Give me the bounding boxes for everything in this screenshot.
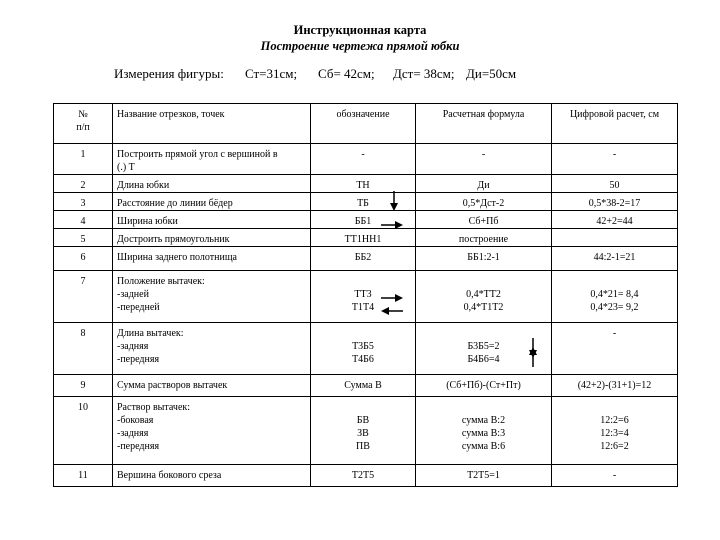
- cell-content: [311, 271, 415, 314]
- cell-content: [117, 375, 310, 392]
- cell-formula: [416, 323, 552, 375]
- cell-formula: [416, 193, 552, 211]
- cell-content: [117, 175, 310, 192]
- down-arrow-icon: [389, 191, 399, 211]
- cell-content: [54, 144, 112, 161]
- cell-content: [416, 144, 551, 161]
- row-number: 5: [80, 234, 86, 245]
- cell-formula: [416, 247, 552, 271]
- cell-line: ТН: [356, 180, 370, 191]
- cell-line: построение: [458, 234, 509, 245]
- cell-content: [416, 323, 551, 366]
- cell-formula: [416, 465, 552, 487]
- cell-line: -передняя: [117, 441, 160, 452]
- table-row: [54, 229, 678, 247]
- cell-line: -передняя: [117, 354, 160, 365]
- cell-line: 12:2=6: [600, 415, 629, 426]
- cell-num: [54, 271, 113, 323]
- cell-num: [54, 211, 113, 229]
- cell-line: 42+2=44: [596, 216, 633, 227]
- cell-line: 0,4*Т1Т2: [463, 302, 504, 313]
- table-row: [54, 375, 678, 397]
- cell-line: -задняя: [117, 428, 149, 439]
- cell-name: [113, 211, 311, 229]
- cell-num: [54, 175, 113, 193]
- cell-line: БВ: [356, 415, 370, 426]
- cell-content: [416, 211, 551, 228]
- cell-line: Положение вытачек:: [117, 276, 205, 287]
- cell-line: -задней: [117, 289, 149, 300]
- cell-name: [113, 193, 311, 211]
- cell-content: [54, 323, 112, 340]
- cell-content: [117, 397, 310, 453]
- measurement-di: Ди=50см: [466, 66, 517, 81]
- cell-content: [311, 144, 415, 161]
- row-number: 9: [80, 380, 86, 391]
- cell-calc: [552, 465, 678, 487]
- row-number: 3: [80, 198, 86, 209]
- page-title: Инструкционная карта: [293, 23, 427, 37]
- cell-name: [113, 271, 311, 323]
- cell-line: -: [612, 149, 617, 160]
- cell-line: Расстояние до линии бёдер: [117, 198, 233, 209]
- cell-content: [311, 229, 415, 246]
- up-arrow-icon: [528, 347, 538, 367]
- cell-calc: [552, 211, 678, 229]
- column-header-num-text: [54, 104, 112, 134]
- cell-calc: [552, 144, 678, 175]
- cell-line: Сумма растворов вытачек: [117, 380, 228, 391]
- cell-designation: [311, 247, 416, 271]
- cell-content: [117, 193, 310, 210]
- cell-content: [552, 144, 677, 161]
- row-number: 2: [80, 180, 86, 191]
- cell-content: [552, 271, 677, 314]
- cell-name: [113, 229, 311, 247]
- cell-name: [113, 375, 311, 397]
- cell-num: [54, 144, 113, 175]
- page-subtitle: Построение чертежа прямой юбки: [260, 39, 460, 53]
- column-header-name: Название отрезков, точек: [113, 104, 311, 144]
- cell-content: [416, 375, 551, 392]
- cell-line: Б3Б5=2: [467, 341, 500, 352]
- row-number: 4: [80, 216, 86, 227]
- cell-line: [311, 275, 415, 288]
- column-header-formula: Расчетная формула: [416, 104, 552, 144]
- cell-line: [552, 233, 677, 246]
- cell-num: [54, 465, 113, 487]
- cell-content: [416, 193, 551, 210]
- cell-formula: [416, 397, 552, 465]
- cell-designation: [311, 193, 416, 211]
- cell-line: [552, 401, 677, 414]
- cell-line: -: [612, 470, 617, 481]
- cell-line: -: [612, 328, 617, 339]
- table-row: [54, 193, 678, 211]
- cell-content: [311, 375, 415, 392]
- cell-calc: [552, 193, 678, 211]
- instruction-table: [53, 103, 678, 487]
- cell-content: [552, 175, 677, 192]
- table-row: [54, 175, 678, 193]
- cell-line: -: [481, 149, 486, 160]
- cell-content: [54, 247, 112, 264]
- cell-designation: [311, 323, 416, 375]
- cell-line: 0,5*38-2=17: [588, 198, 641, 209]
- cell-designation: [311, 271, 416, 323]
- measurements-label: Измерения фигуры:: [114, 66, 224, 81]
- cell-line: 12:3=4: [600, 428, 629, 439]
- table-row: [54, 323, 678, 375]
- cell-line: Б4Б6=4: [467, 354, 500, 365]
- row-number: 8: [80, 328, 86, 339]
- table-header-row: [54, 104, 678, 144]
- cell-content: [117, 144, 310, 174]
- cell-line: [416, 401, 551, 414]
- cell-content: [311, 397, 415, 453]
- cell-line: Т4Б6: [352, 354, 374, 365]
- cell-content: [552, 375, 677, 392]
- cell-line: Длина юбки: [117, 180, 170, 191]
- column-header-designation: обозначение: [311, 104, 416, 144]
- cell-line: (Сб+Пб)-(Ст+Пт): [446, 380, 521, 391]
- cell-calc: [552, 375, 678, 397]
- right-arrow-icon: [381, 293, 403, 303]
- cell-content: [54, 465, 112, 482]
- cell-line: [416, 275, 551, 288]
- cell-line: ТБ: [357, 198, 369, 209]
- cell-formula: [416, 175, 552, 193]
- row-number: 6: [80, 252, 86, 263]
- cell-content: [416, 397, 551, 453]
- cell-formula: [416, 229, 552, 247]
- cell-line: ТТ1НН1: [344, 234, 382, 245]
- cell-content: [552, 247, 677, 264]
- row-number: 7: [80, 276, 86, 287]
- cell-name: [113, 144, 311, 175]
- cell-content: [416, 247, 551, 264]
- cell-content: [552, 211, 677, 228]
- cell-line: 44:2-1=21: [593, 252, 636, 263]
- row-number: 1: [80, 149, 86, 160]
- cell-line: сумма В:6: [461, 441, 506, 452]
- cell-num: [54, 375, 113, 397]
- cell-line: ПВ: [356, 441, 370, 452]
- cell-line: -передней: [117, 302, 160, 313]
- header-line: №: [78, 109, 88, 120]
- cell-content: [311, 211, 415, 228]
- cell-content: [54, 229, 112, 246]
- cell-line: 0,4*21= 8,4: [590, 289, 639, 300]
- cell-line: 50: [609, 180, 620, 191]
- cell-line: сумма В:2: [461, 415, 506, 426]
- cell-content: [54, 193, 112, 210]
- cell-formula: [416, 375, 552, 397]
- row-number: 10: [78, 402, 88, 413]
- cell-designation: [311, 175, 416, 193]
- table-row: [54, 465, 678, 487]
- cell-name: [113, 465, 311, 487]
- table-row: [54, 271, 678, 323]
- cell-name: [113, 397, 311, 465]
- cell-content: [54, 271, 112, 288]
- cell-calc: [552, 175, 678, 193]
- column-header-num: [54, 104, 113, 144]
- cell-name: [113, 247, 311, 271]
- cell-num: [54, 397, 113, 465]
- cell-line: Достроить прямоугольник: [117, 234, 230, 245]
- cell-line: Сб+Пб: [468, 216, 499, 227]
- cell-content: [552, 193, 677, 210]
- cell-line: 0,4*ТТ2: [466, 289, 501, 300]
- left-arrow-icon: [381, 306, 403, 316]
- cell-num: [54, 247, 113, 271]
- cell-formula: [416, 144, 552, 175]
- cell-line: [311, 401, 415, 414]
- cell-line: Т2Т5: [351, 470, 375, 481]
- cell-line: Раствор вытачек:: [117, 402, 191, 413]
- cell-designation: [311, 465, 416, 487]
- cell-line: (.) Т: [117, 162, 135, 173]
- measurement-st: Ст=31см;: [245, 66, 298, 81]
- cell-designation: [311, 229, 416, 247]
- cell-content: [117, 229, 310, 246]
- cell-line: [552, 275, 677, 288]
- cell-content: [552, 397, 677, 453]
- cell-line: Ди: [477, 180, 490, 191]
- cell-content: [552, 323, 677, 340]
- cell-line: ББ1: [354, 216, 372, 227]
- cell-line: 12:6=2: [600, 441, 629, 452]
- measurement-sb: Сб= 42см;: [318, 66, 375, 81]
- cell-line: Сумма В: [344, 380, 382, 391]
- cell-line: Построить прямой угол с вершиной в: [117, 149, 278, 160]
- cell-content: [311, 323, 415, 366]
- cell-line: 0,4*23= 9,2: [590, 302, 639, 313]
- cell-line: ТТ3: [354, 289, 372, 300]
- cell-content: [416, 229, 551, 246]
- table-row: [54, 144, 678, 175]
- cell-calc: [552, 323, 678, 375]
- cell-calc: [552, 229, 678, 247]
- cell-content: [54, 211, 112, 228]
- cell-content: [416, 175, 551, 192]
- cell-line: -боковая: [117, 415, 154, 426]
- cell-content: [311, 175, 415, 192]
- cell-name: [113, 175, 311, 193]
- cell-calc: [552, 271, 678, 323]
- cell-content: [552, 229, 677, 246]
- cell-formula: [416, 211, 552, 229]
- cell-content: [117, 247, 310, 264]
- cell-content: [54, 397, 112, 414]
- cell-content: [117, 465, 310, 482]
- header-line: п/п: [76, 122, 90, 133]
- cell-designation: [311, 397, 416, 465]
- cell-line: 0,5*Дст-2: [462, 198, 505, 209]
- cell-name: [113, 323, 311, 375]
- cell-content: [117, 323, 310, 366]
- cell-num: [54, 323, 113, 375]
- cell-num: [54, 229, 113, 247]
- cell-content: [117, 211, 310, 228]
- cell-line: [311, 327, 415, 340]
- cell-line: Т3Б5: [352, 341, 374, 352]
- cell-content: [416, 465, 551, 482]
- cell-designation: [311, 144, 416, 175]
- row-number: 11: [78, 470, 88, 481]
- column-header-calc: Цифровой расчет, см: [552, 104, 678, 144]
- cell-num: [54, 193, 113, 211]
- cell-content: [552, 465, 677, 482]
- cell-line: Т2Т5=1: [467, 470, 500, 481]
- cell-calc: [552, 247, 678, 271]
- cell-line: -: [361, 149, 365, 160]
- cell-content: [311, 193, 415, 210]
- cell-content: [416, 271, 551, 314]
- cell-line: (42+2)-(31+1)=12: [577, 380, 652, 391]
- cell-designation: [311, 375, 416, 397]
- cell-line: -задняя: [117, 341, 149, 352]
- cell-line: ЗВ: [357, 428, 369, 439]
- cell-line: Ширина юбки: [117, 216, 178, 227]
- cell-content: [54, 375, 112, 392]
- cell-line: ББ2: [354, 252, 372, 263]
- cell-content: [54, 175, 112, 192]
- cell-content: [311, 247, 415, 264]
- cell-formula: [416, 271, 552, 323]
- cell-designation: [311, 211, 416, 229]
- measurement-dst: Дст= 38см;: [393, 66, 455, 81]
- cell-line: Длина вытачек:: [117, 328, 184, 339]
- cell-line: Вершина бокового среза: [117, 470, 222, 481]
- cell-line: Т1Т4: [351, 302, 375, 313]
- cell-calc: [552, 397, 678, 465]
- cell-line: сумма В:3: [461, 428, 506, 439]
- cell-line: ББ1:2-1: [467, 252, 500, 263]
- cell-line: Ширина заднего полотнища: [117, 252, 237, 263]
- table-row: [54, 211, 678, 229]
- cell-content: [311, 465, 415, 482]
- table-row: [54, 397, 678, 465]
- cell-content: [117, 271, 310, 314]
- table-row: [54, 247, 678, 271]
